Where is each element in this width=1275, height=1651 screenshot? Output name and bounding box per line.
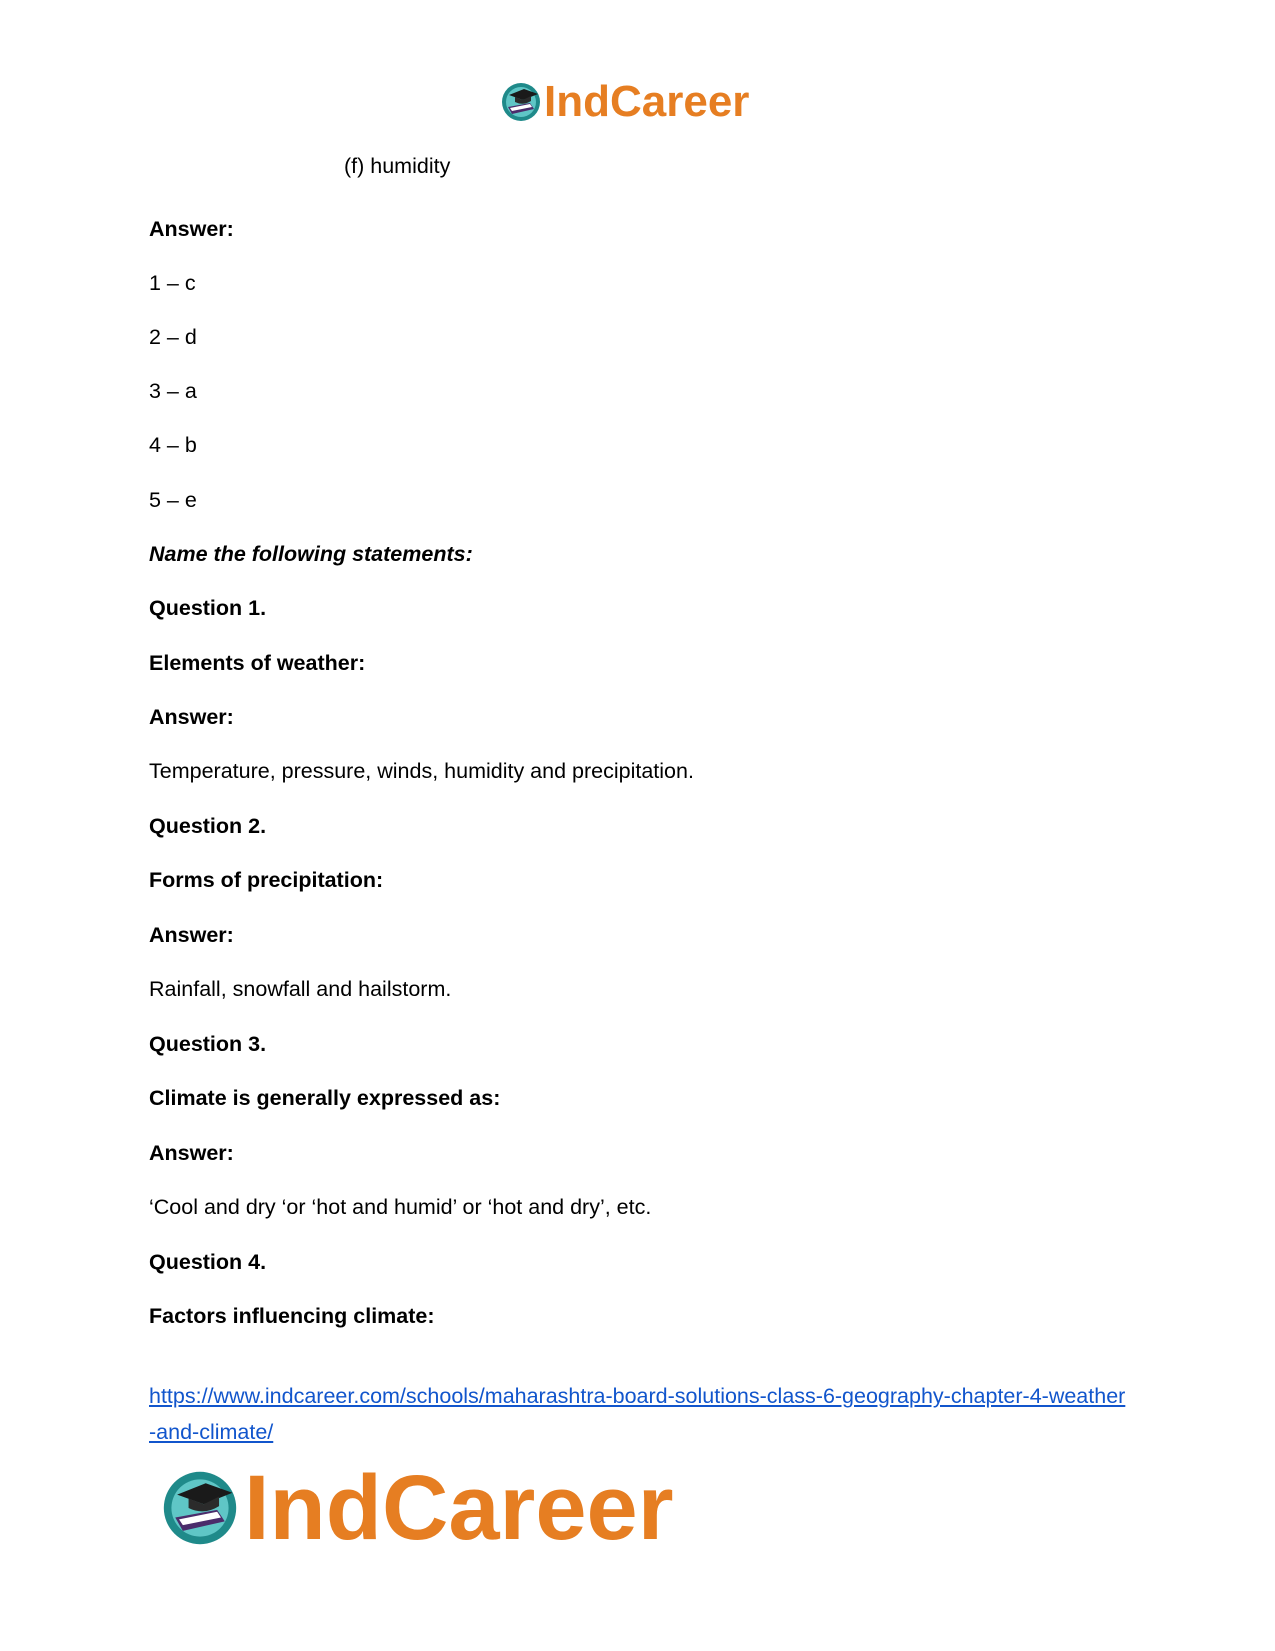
indcareer-logo-bottom — [160, 1457, 674, 1559]
indcareer-logo-top — [500, 77, 750, 126]
answer-label: Answer: — [149, 217, 234, 241]
question-label: Question 2. — [149, 814, 267, 838]
answer-text: ‘Cool and dry ‘or ‘hot and humid’ or ‘hot and dry’, etc. — [149, 1195, 652, 1219]
match-item: 5 – e — [149, 488, 197, 512]
answer-label: Answer: — [149, 923, 234, 947]
match-item: 1 – c — [149, 271, 196, 295]
question-text: Forms of precipitation: — [149, 868, 384, 892]
match-item: 4 – b — [149, 433, 197, 457]
question-text: Elements of weather: — [149, 651, 366, 675]
question-text: Climate is generally expressed as: — [149, 1086, 501, 1110]
answer-text: Temperature, pressure, winds, humidity and precipitation. — [149, 759, 694, 783]
question-label: Question 3. — [149, 1032, 267, 1056]
answer-label: Answer: — [149, 1141, 234, 1165]
question-text: Factors influencing climate: — [149, 1304, 435, 1328]
section-title: Name the following statements: — [149, 542, 473, 566]
logo-wordmark: IndCareer — [544, 77, 750, 126]
graduation-book-icon — [500, 81, 542, 123]
option-f: (f) humidity — [344, 154, 451, 178]
match-item: 3 – a — [149, 379, 197, 403]
source-url-link[interactable]: https://www.indcareer.com/schools/maharashtra-board-solutions-class-6-geography-chapter-4-weather-and-climate/ — [149, 1384, 1126, 1444]
question-label: Question 1. — [149, 596, 267, 620]
match-item: 2 – d — [149, 325, 197, 349]
answer-label: Answer: — [149, 705, 234, 729]
logo-wordmark: IndCareer — [244, 1457, 674, 1559]
answer-text: Rainfall, snowfall and hailstorm. — [149, 977, 452, 1001]
graduation-book-icon — [160, 1468, 240, 1548]
question-label: Question 4. — [149, 1250, 267, 1274]
